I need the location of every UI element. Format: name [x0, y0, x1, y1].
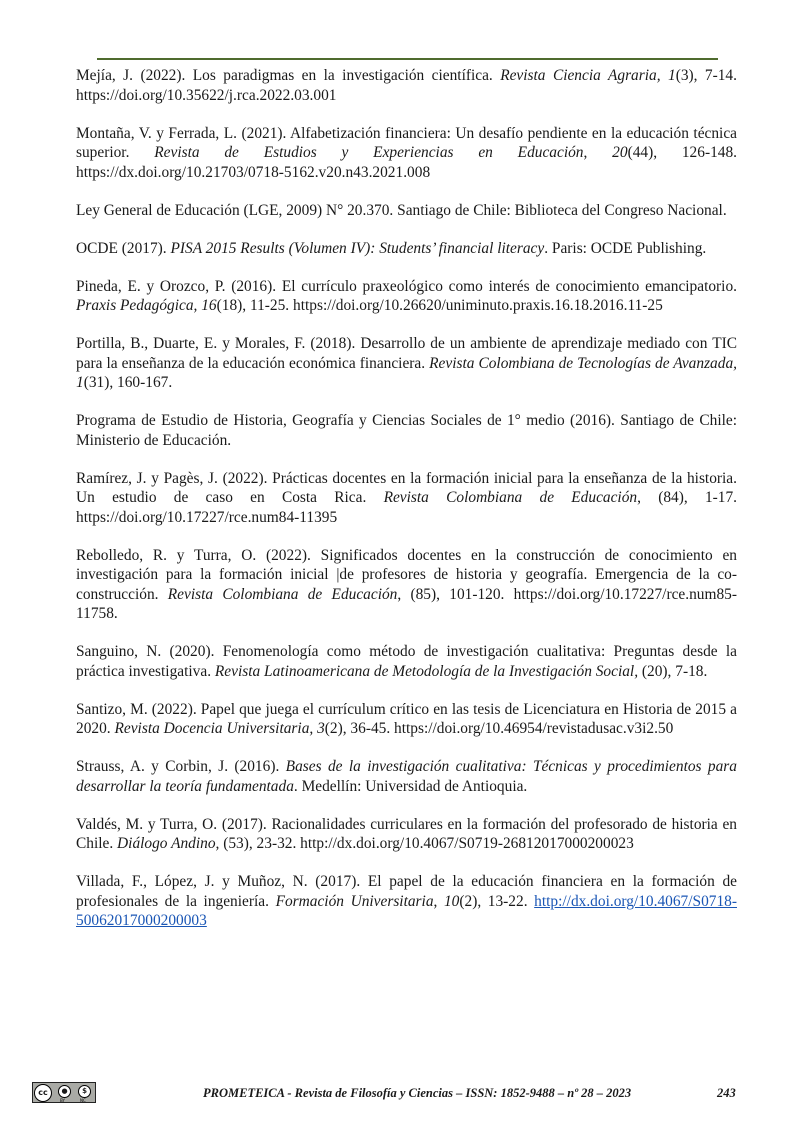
reference-entry [76, 815, 737, 854]
reference-entry [76, 277, 737, 316]
reference-italic-text: 10 [443, 892, 460, 910]
reference-italic-text: Revista de Estudios y Experiencias en Educación [154, 144, 584, 161]
reference-text: Programa de Estudio de Historia, Geografía y Ciencias Sociales de 1° medio (2016). Santiago de Chile: Ministerio de Educación. [76, 412, 737, 449]
journal-footer: PROMETEICA - Revista de Filosofía y Ciencias – ISSN: 1852-9488 – nº 28 – 2023 [203, 1086, 632, 1100]
page-number: 243 [717, 1086, 736, 1100]
reference-italic-text: Revista Colombiana de Educación [383, 489, 638, 506]
reference-italic-text: Revista Latinoamericana de Metodología de la Investigación Social, [214, 662, 639, 680]
reference-entry [76, 546, 737, 624]
header-rule [97, 58, 718, 60]
creative-commons-badge[interactable] [32, 1082, 96, 1103]
reference-italic-text: Revista Colombiana de Tecnologías de Avanzada, 1 [76, 354, 737, 391]
reference-text: Montaña, V. y Ferrada, L. (2021). Alfabetización financiera: Un desafío pendiente en la educación técnica superior. [76, 124, 737, 161]
reference-italic-text: Revista Colombiana de Educación [167, 585, 398, 603]
reference-italic-text: Diálogo Andino, [117, 835, 220, 852]
reference-text: Santizo, M. (2022). Papel que juega el currículum crítico en las tesis de Licenciatura en Historia de 2015 a 2020. [76, 700, 737, 737]
reference-text: (3), 7-14. https://doi.org/10.35622/j.rca.2022.03.001 [76, 67, 737, 104]
reference-entry [76, 201, 737, 221]
reference-text: , (84), 1-17. https://doi.org/10.17227/rce.num84-11395 [76, 489, 737, 526]
reference-italic-text: Bases de la investigación cualitativa: Técnicas y procedimientos para desarrollar la teoría fundamentada [76, 758, 737, 795]
reference-text: , [433, 892, 444, 910]
reference-text: (2), 36-45. https://doi.org/10.46954/revistadusac.v3i2.50 [324, 720, 674, 737]
reference-text: OCDE (2017). [76, 239, 171, 257]
reference-text: Villada, F., López, J. y Muñoz, N. (2017). El papel de la educación financiera en la formación de profesionales de la ingeniería. [76, 873, 737, 910]
noncommercial-icon: $ [78, 1085, 91, 1098]
reference-text: (31), 160-167. [83, 374, 173, 391]
reference-entry [76, 469, 737, 528]
reference-text: (20), 7-18. [638, 662, 708, 680]
cc-icon: cc [34, 1084, 52, 1102]
reference-text: Sanguino, N. (2020). Fenomenología como método de investigación cualitativa: Preguntas desde la práctica investigativa. [76, 643, 737, 680]
reference-text: . Medellín: Universidad de Antioquia. [293, 777, 528, 795]
reference-entry [76, 757, 737, 796]
reference-text: Ley General de Educación (LGE, 2009) N° 20.370. Santiago de Chile: Biblioteca del Congreso Nacional. [76, 201, 727, 219]
by-attribution-icon: ● [58, 1085, 71, 1098]
reference-text: Strauss, A. y Corbin, J. (2016). [76, 758, 286, 775]
reference-text: , (85), 101-120. https://doi.org/10.17227/rce.num85-11758. [76, 585, 737, 622]
doi-link[interactable]: http://dx.doi.org/10.4067/S0718-50062017000200003 [76, 892, 737, 929]
reference-entry [76, 700, 737, 739]
reference-entry [76, 872, 737, 931]
reference-italic-text: PISA 2015 Results (Volumen IV): Students’ financial literacy [170, 239, 545, 257]
reference-entry [76, 124, 737, 183]
reference-entry [76, 66, 737, 105]
reference-italic-text: 20 [612, 144, 628, 161]
reference-italic-text: Praxis Pedagógica, 16 [76, 297, 217, 314]
reference-italic-text: Revista Ciencia Agraria, 1 [500, 67, 676, 84]
reference-entry [76, 239, 737, 259]
page-footer [0, 1081, 793, 1107]
by-label: BY [60, 1098, 65, 1103]
reference-entry [76, 642, 737, 681]
reference-text: (2), 13-22. [459, 892, 535, 910]
reference-text: Mejía, J. (2022). Los paradigmas en la investigación científica. [76, 67, 501, 84]
reference-text: (44), 126-148. https://dx.doi.org/10.21703/0718-5162.v20.n43.2021.008 [76, 144, 738, 181]
reference-text: Valdés, M. y Turra, O. (2017). Racionalidades curriculares en la formación del profesorado de historia en Chile. [76, 815, 737, 852]
reference-text: , [583, 144, 613, 161]
reference-list [76, 66, 737, 949]
reference-text: Portilla, B., Duarte, E. y Morales, F. (2018). Desarrollo de un ambiente de aprendizaje mediado con TIC para la enseñanza de la educación económica financiera. [76, 335, 737, 372]
reference-text: . Paris: OCDE Publishing. [544, 239, 707, 257]
nc-label: NC [80, 1098, 86, 1103]
reference-text: (18), 11-25. https://doi.org/10.26620/uniminuto.praxis.16.18.2016.11-25 [216, 297, 663, 314]
reference-entry [76, 411, 737, 450]
reference-italic-text: Revista Docencia Universitaria, 3 [114, 720, 325, 737]
reference-text: Pineda, E. y Orozco, P. (2016). El currículo praxeológico como interés de conocimiento emancipatorio. [76, 277, 737, 295]
reference-italic-text: Formación Universitaria [275, 892, 434, 910]
reference-text: (53), 23-32. http://dx.doi.org/10.4067/S0719-26812017000200023 [219, 835, 634, 852]
reference-text: Rebolledo, R. y Turra, O. (2022). Significados docentes en la construcción de conocimiento en investigación para la formación inicial |de profesores de historia y geografía. Emergencia de la co-construcción. [76, 546, 737, 603]
reference-text: Ramírez, J. y Pagès, J. (2022). Prácticas docentes en la formación inicial para la enseñanza de la historia. Un estudio de caso en Costa Rica. [76, 469, 737, 506]
reference-entry [76, 334, 737, 393]
